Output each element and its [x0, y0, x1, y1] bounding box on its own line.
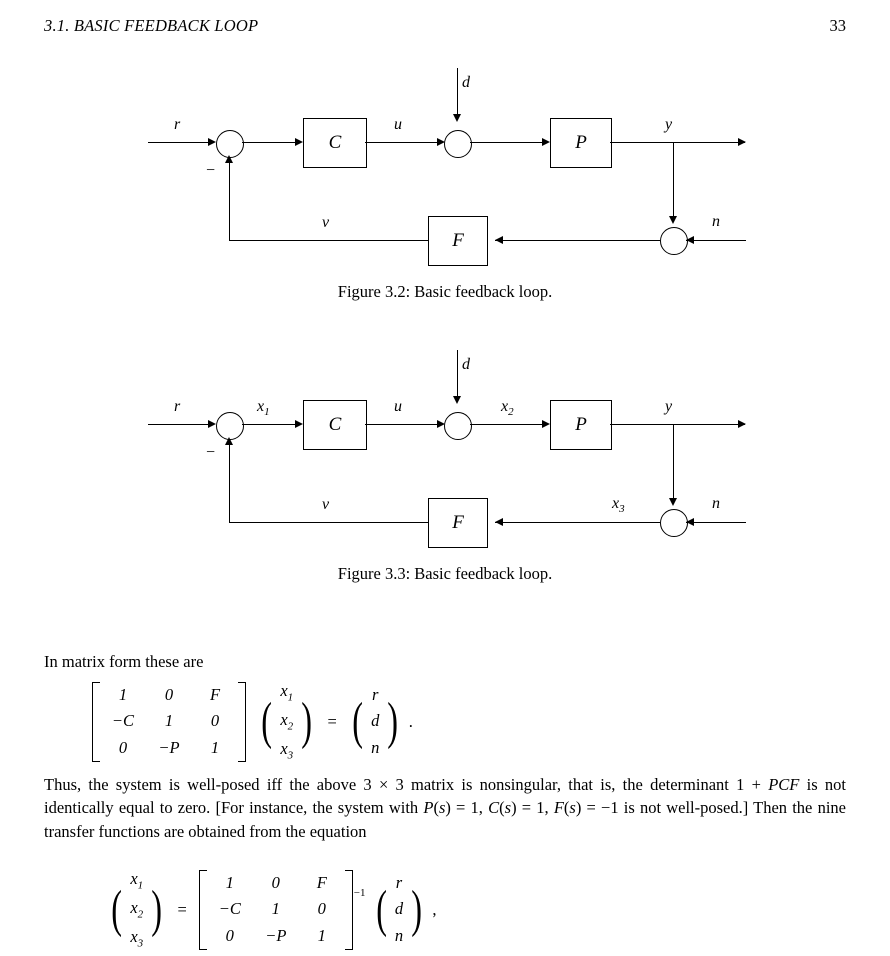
line-output-to-noise-junction: [673, 142, 674, 222]
line-reference-in: [148, 142, 212, 143]
eq2-cell: F: [316, 872, 327, 892]
line-controller-to-junction2: [365, 424, 443, 425]
summing-junction-noise: [660, 509, 688, 537]
arrowhead-reference-in: [208, 420, 216, 428]
arrowhead-noise-junction-in: [669, 216, 677, 224]
eq2-bracket-left: [199, 870, 207, 950]
block-controller: [303, 400, 367, 450]
line-reference-in: [148, 424, 212, 425]
line-disturbance-in: [457, 350, 458, 402]
eq2-rhs-d: d: [394, 899, 404, 919]
label-noise: n: [712, 213, 720, 230]
eq2-rhs-n: n: [394, 926, 404, 946]
arrowhead-output: [738, 420, 746, 428]
paren-right-icon: ): [387, 692, 399, 750]
eq2-vector-rhs: [373, 870, 426, 950]
summing-junction-1: [216, 130, 244, 158]
line-junction2-to-plant: [470, 142, 548, 143]
page-number: 33: [829, 16, 846, 35]
eq1-bracket-right: [238, 682, 246, 762]
block-filter: [428, 216, 488, 266]
summing-junction-1: [216, 412, 244, 440]
summing-junction-2: [444, 412, 472, 440]
block-plant: [550, 400, 612, 450]
eq2-cell: 1: [317, 926, 326, 946]
arrowhead-disturbance-in: [453, 114, 461, 122]
arrowhead-controller-in: [295, 420, 303, 428]
paren-right-icon: ): [411, 880, 423, 938]
label-x1: $x_1$: [257, 398, 270, 419]
eq1-vector-rhs-entries: [366, 682, 384, 762]
eq1-cell: 0: [118, 738, 128, 758]
line-plant-to-output: [610, 142, 745, 143]
arrowhead-reference-in: [208, 138, 216, 146]
label-x2: $x_2$: [501, 398, 514, 419]
block-filter: [428, 498, 488, 548]
eq2-cell: 1: [271, 899, 280, 919]
line-filter-to-feedback: [229, 522, 428, 523]
label-minus-sign: −: [206, 444, 216, 461]
eq2-cell: 0: [225, 926, 234, 946]
eq2-cell: 0: [271, 872, 280, 892]
eq1-x1: $x_1$: [280, 681, 294, 704]
label-x3: $x_3$: [612, 495, 625, 516]
eq2-matrix-rows: [207, 870, 345, 950]
line-controller-to-junction2: [365, 142, 443, 143]
eq2-vector-x: [108, 866, 165, 953]
block-filter-label: F: [452, 512, 464, 533]
arrowhead-feedback-to-junction1: [225, 437, 233, 445]
eq1-x2: $x_2$: [280, 710, 294, 733]
block-filter-label: F: [452, 230, 464, 251]
eq2-bracket-right: [345, 870, 353, 950]
line-noisejunction-to-filter: [495, 522, 660, 523]
label-output-y: y: [665, 116, 673, 133]
label-reference: r: [174, 398, 181, 415]
block-diagram-3-3: [0, 332, 890, 562]
eq2-matrix: [199, 870, 353, 950]
eq2-matrix-row: [207, 923, 345, 950]
eq1-cell: −P: [158, 738, 180, 758]
arrowhead-noise-junction-in: [669, 498, 677, 506]
line-plant-to-output: [610, 424, 745, 425]
eq1-bracket-left: [92, 682, 100, 762]
block-plant-label: P: [575, 132, 587, 153]
eq1-matrix-row: [100, 682, 238, 709]
eq1-x3: $x_3$: [280, 739, 294, 762]
eq1-vector-x-entries: [275, 678, 298, 765]
paren-left-icon: (: [375, 880, 387, 938]
figure-3-3-caption: Figure 3.3: Basic feedback loop.: [337, 564, 553, 583]
arrowhead-output: [738, 138, 746, 146]
label-disturbance: d: [462, 356, 470, 373]
eq1-cell: 1: [210, 738, 220, 758]
eq1-matrix-row: [100, 708, 238, 735]
page-header: [44, 16, 846, 40]
paren-left-icon: (: [261, 692, 273, 750]
eq2-matrix-row: [207, 896, 345, 923]
arrowhead-disturbance-in: [453, 396, 461, 404]
equation-transfer-functions: [108, 866, 437, 953]
eq1-rhs-n: n: [371, 738, 380, 758]
figure-3-3: [0, 332, 890, 602]
paren-right-icon: ): [151, 880, 163, 938]
arrowhead-plant-in: [542, 138, 550, 146]
arrowhead-feedback-to-junction1: [225, 155, 233, 163]
eq1-matrix-row: [100, 735, 238, 762]
line-noisejunction-to-filter: [495, 240, 660, 241]
line-output-to-noise-junction: [673, 424, 674, 504]
line-feedback-up: [229, 442, 230, 522]
arrowhead-filter-in: [495, 518, 503, 526]
paren-left-icon: (: [352, 692, 363, 750]
eq1-matrix: [92, 682, 246, 762]
eq2-cell: −P: [265, 926, 287, 946]
eq2-cell: −C: [218, 899, 241, 919]
eq1-cell: 1: [118, 684, 128, 704]
line-junction1-to-controller: [242, 424, 298, 425]
paren-left-icon: (: [111, 880, 123, 938]
eq2-x3: $x_3$: [130, 927, 144, 950]
eq1-rhs-d: d: [371, 711, 380, 731]
eq1-equals: =: [327, 711, 337, 731]
arrowhead-noise-in: [686, 236, 694, 244]
figure-3-2: [0, 50, 890, 320]
label-reference: r: [174, 116, 181, 133]
label-control-u: u: [394, 116, 402, 133]
label-output-y: y: [665, 398, 673, 415]
block-diagram-3-2: [0, 50, 890, 280]
eq2-equals: =: [177, 899, 187, 919]
eq2-cell: 1: [225, 872, 234, 892]
equation-matrix-form: [92, 678, 413, 765]
summing-junction-2: [444, 130, 472, 158]
summing-junction-noise: [660, 227, 688, 255]
label-feedback-v: v: [322, 496, 330, 513]
label-control-u: u: [394, 398, 402, 415]
eq2-x2: $x_2$: [130, 898, 144, 921]
eq1-vector-x: [258, 678, 315, 765]
eq1-rhs-r: r: [372, 684, 379, 704]
eq1-cell: 0: [210, 711, 220, 731]
line-disturbance-in: [457, 68, 458, 120]
eq2-vector-x-entries: [125, 866, 148, 953]
line-noise-in: [686, 522, 746, 523]
eq2-matrix-row: [207, 870, 345, 897]
line-noise-in: [686, 240, 746, 241]
block-controller: [303, 118, 367, 168]
eq2-x1: $x_1$: [130, 869, 144, 892]
eq1-cell: −C: [111, 711, 135, 731]
figure-3-2-caption: Figure 3.2: Basic feedback loop.: [337, 282, 553, 301]
line-junction1-to-controller: [242, 142, 298, 143]
label-noise: n: [712, 495, 720, 512]
eq2-rhs-r: r: [395, 872, 403, 892]
eq2-vector-rhs-entries: [390, 870, 408, 950]
block-plant-label: P: [575, 414, 587, 435]
eq2-inverse-exponent: −1: [353, 886, 366, 899]
line-filter-to-feedback: [229, 240, 428, 241]
eq1-vector-rhs: [349, 682, 402, 762]
line-junction2-to-plant: [470, 424, 548, 425]
eq2-trailing-punct: ,: [432, 899, 437, 919]
arrowhead-plant-in: [542, 420, 550, 428]
block-controller-label: C: [328, 414, 342, 435]
eq1-cell: F: [209, 684, 221, 704]
intro-text: In matrix form these are: [44, 652, 204, 671]
block-controller-label: C: [328, 132, 342, 153]
block-plant: [550, 118, 612, 168]
paren-right-icon: ): [301, 692, 313, 750]
arrowhead-filter-in: [495, 236, 503, 244]
eq1-trailing-punct: .: [408, 711, 413, 731]
label-feedback-v: v: [322, 214, 330, 231]
eq1-cell: 1: [164, 711, 174, 731]
eq1-cell: 0: [164, 684, 174, 704]
label-minus-sign: −: [206, 162, 216, 179]
label-disturbance: d: [462, 74, 470, 91]
arrowhead-controller-in: [295, 138, 303, 146]
eq1-matrix-rows: [100, 682, 238, 762]
eq2-cell: 0: [317, 899, 326, 919]
running-head-title: 3.1. BASIC FEEDBACK LOOP: [44, 16, 259, 35]
line-feedback-up: [229, 160, 230, 240]
arrowhead-noise-in: [686, 518, 694, 526]
body-paragraph: Thus, the system is well-posed iff the above 3 × 3 matrix is nonsingular, that is, the determinant 1 + PCF is not identically equal to zero. [For instance, the system with P(s) = 1, C(s) = 1, F(s) = −1 is not well-posed.] Then the nine transfer functions are obtained from the equation: [44, 775, 847, 841]
